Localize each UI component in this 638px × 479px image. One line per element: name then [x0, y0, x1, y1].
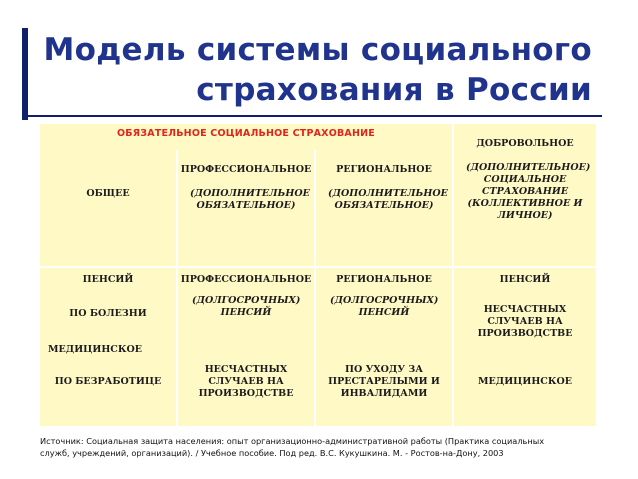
insurance-table	[40, 124, 596, 426]
professional-accident: НЕСЧАСТНЫХ СЛУЧАЕВ НА ПРОИЗВОДСТВЕ	[198, 364, 294, 399]
professional-sub: (ДОПОЛНИТЕЛЬНОЕ ОБЯЗАТЕЛЬНОЕ)	[190, 188, 310, 211]
accent-bar	[22, 28, 28, 120]
general-pensions: ПЕНСИЙ	[82, 274, 134, 285]
regional-title: РЕГИОНАЛЬНОЕ	[336, 274, 432, 285]
professional-header: ПРОФЕССИОНАЛЬНОЕ	[180, 164, 312, 175]
source-line-2: служб, учреждений, организаций). / Учебное пособие. Под ред. В.С. Кукушкина. М. - Ростов-на-Дону, 2003	[40, 448, 504, 458]
regional-care: ПО УХОДУ ЗА ПРЕСТАРЕЛЫМИ И ИНВАЛИДАМИ	[328, 364, 440, 399]
obligatory-header: ОБЯЗАТЕЛЬНОЕ СОЦИАЛЬНОЕ СТРАХОВАНИЕ	[117, 128, 375, 139]
col-divider-2b	[314, 266, 316, 426]
col-divider-3b	[452, 266, 454, 426]
row-divider-header	[40, 266, 596, 268]
general-medical: МЕДИЦИНСКОЕ	[47, 344, 143, 355]
regional-header: РЕГИОНАЛЬНОЕ	[336, 164, 432, 175]
title-line-2: страхования в России	[196, 72, 592, 108]
voluntary-sub: (ДОПОЛНИТЕЛЬНОЕ) СОЦИАЛЬНОЕ СТРАХОВАНИЕ (КОЛЛЕКТИВНОЕ И ЛИЧНОЕ)	[466, 162, 591, 221]
voluntary-medical: МЕДИЦИНСКОЕ	[477, 376, 573, 387]
regional-sub: (ДОПОЛНИТЕЛЬНОЕ ОБЯЗАТЕЛЬНОЕ)	[328, 188, 448, 211]
general-sickness: ПО БОЛЕЗНИ	[69, 308, 147, 319]
professional-pensions: (ДОЛГОСРОЧНЫХ) ПЕНСИЙ	[192, 295, 301, 318]
title-line-1: Модель системы социального	[43, 32, 592, 68]
title-underline	[22, 115, 602, 117]
general-unemployment: ПО БЕЗРАБОТИЦЕ	[54, 376, 162, 387]
regional-pensions: (ДОЛГОСРОЧНЫХ) ПЕНСИЙ	[330, 295, 439, 318]
general-header: ОБЩЕЕ	[86, 188, 130, 199]
col-divider-1b	[176, 266, 178, 426]
voluntary-header: ДОБРОВОЛЬНОЕ	[476, 138, 574, 149]
page-title	[40, 30, 592, 110]
voluntary-pensions: ПЕНСИЙ	[499, 274, 551, 285]
professional-title: ПРОФЕССИОНАЛЬНОЕ	[180, 274, 312, 285]
source-line-1: Источник: Социальная защита населения: опыт организационно-административной работы (Практика социальных	[40, 436, 545, 446]
voluntary-accident: НЕСЧАСТНЫХ СЛУЧАЕВ НА ПРОИЗВОДСТВЕ	[477, 304, 573, 339]
source-citation	[40, 435, 610, 459]
